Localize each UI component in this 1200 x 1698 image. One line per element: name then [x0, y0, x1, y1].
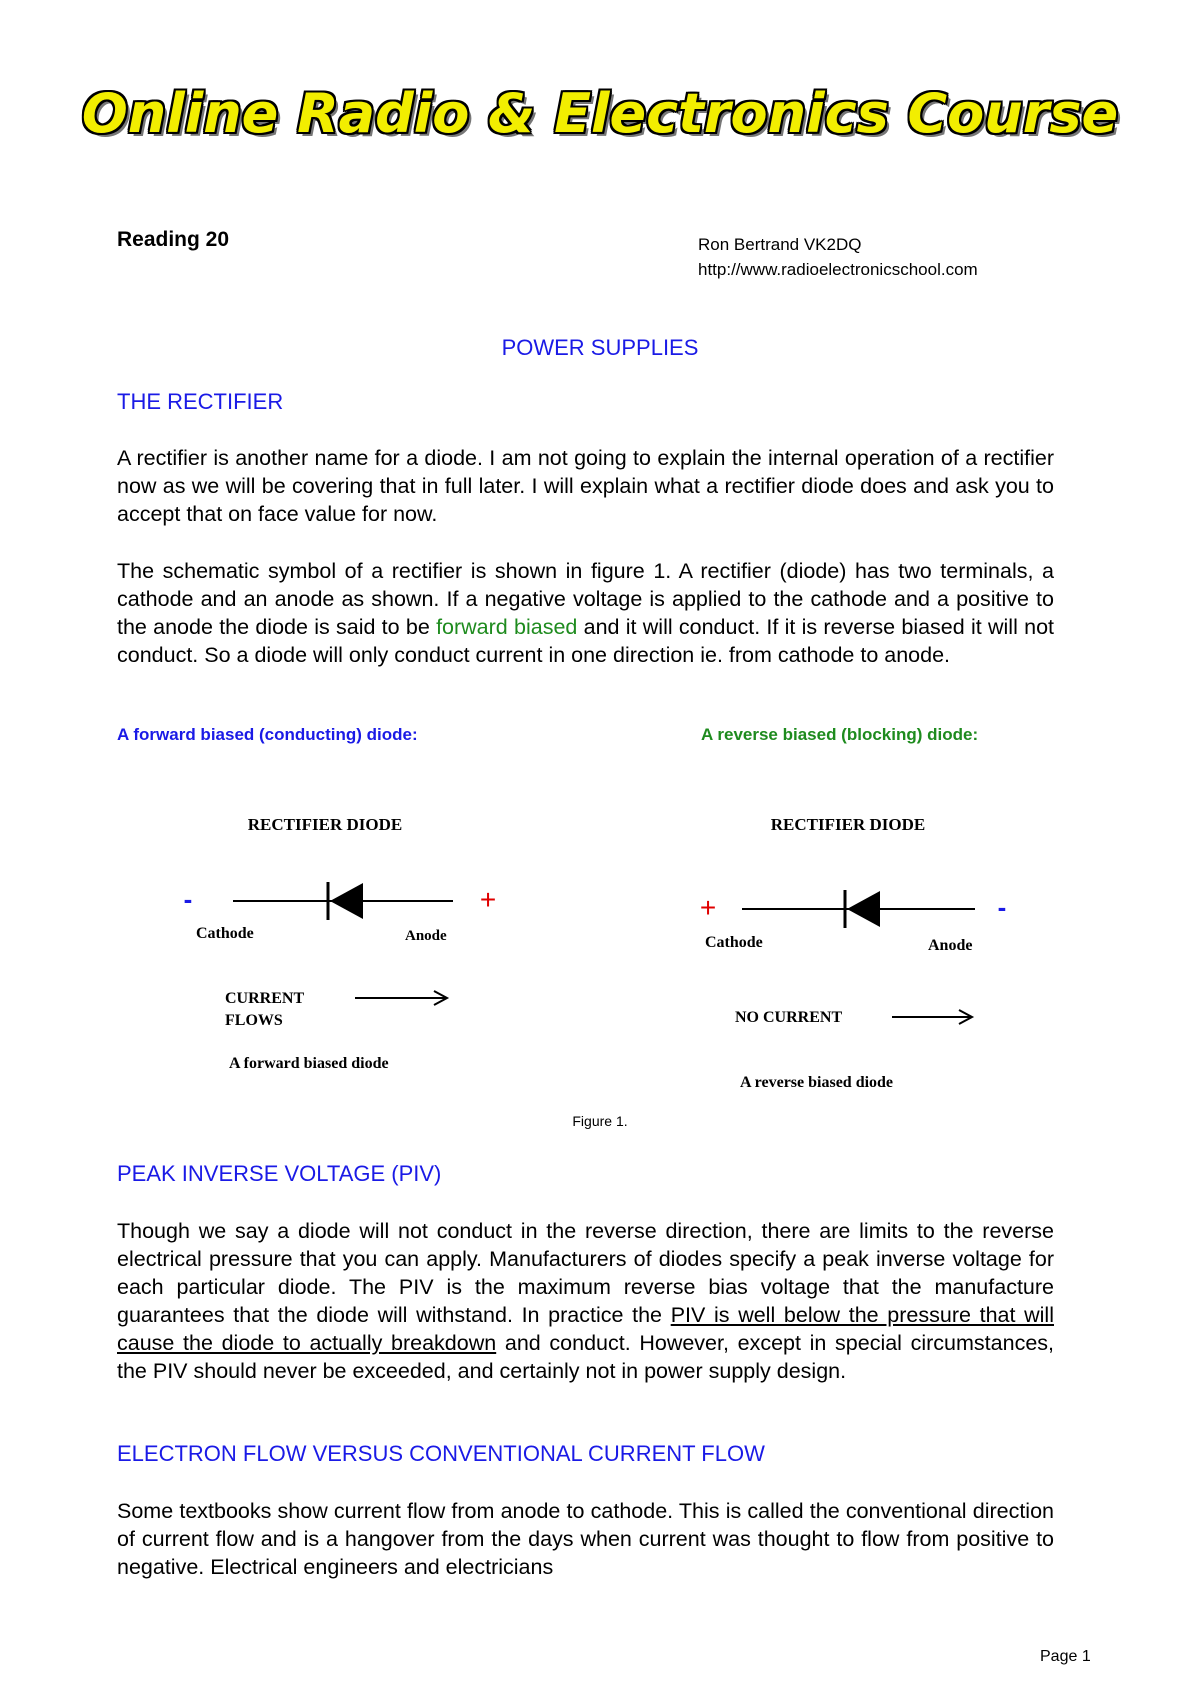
page-title: POWER SUPPLIES — [501, 335, 699, 360]
reverse-diode-diagram — [680, 800, 1020, 1105]
forward-title: RECTIFIER DIODE — [247, 815, 403, 834]
reverse-negative-sign: - — [997, 892, 1007, 922]
paragraph-text: Though we say a diode will not conduct in the reverse direction, there are limits to the reverse electrical pressure that you can apply. Manufacturers of diodes specify a peak inverse voltage for each particular diode. The PIV is the maximum reverse bias voltage that the manufacture guarantees that the diode will withstand. In practice the — [117, 1219, 1054, 1327]
forward-negative-sign: - — [183, 884, 193, 914]
reverse-anode-label: Anode — [928, 937, 973, 954]
reverse-diode-triangle — [847, 891, 880, 927]
reverse-flow-label: NO CURRENT — [735, 1009, 843, 1026]
paragraph-text: The schematic symbol of a rectifier is shown in figure 1. A rectifier (diode) has two terminals, a cathode and an anode as shown. If a negative voltage is applied to the cathode and a positive to the anode the diode is said to be — [117, 559, 1054, 639]
paragraph-flow: Some textbooks show current flow from anode to cathode. This is called the conventional direction of current flow and is a hangover from the days when current was thought to flow from positive to negative. Electrical engineers and electricians — [117, 1499, 1054, 1579]
paragraph-text: and conduct. However, except in special circumstances, the PIV should never be exceeded, and certainly not in power supply design. — [117, 1331, 1054, 1383]
section-heading-piv: PEAK INVERSE VOLTAGE (PIV) — [117, 1161, 442, 1186]
author-block — [698, 232, 978, 282]
forward-anode-label: Anode — [405, 928, 447, 944]
course-banner-logo: Online Radio & Electronics Course — [81, 82, 1119, 145]
caption-forward-biased: A forward biased (conducting) diode: — [117, 725, 418, 744]
forward-cathode-label: Cathode — [196, 925, 254, 942]
figure-forward-biased — [163, 800, 513, 1090]
forward-diode-triangle — [330, 883, 363, 919]
reading-number: Reading 20 — [117, 228, 230, 251]
page-number: Page 1 — [1040, 1648, 1091, 1665]
forward-flow-line2: FLOWS — [225, 1012, 283, 1029]
author-url[interactable]: http://www.radioelectronicschool.com — [698, 260, 978, 279]
reverse-cathode-label: Cathode — [705, 934, 763, 951]
forward-diode-diagram — [163, 800, 513, 1090]
author-name: Ron Bertrand VK2DQ — [698, 235, 862, 254]
figure-label: Figure 1. — [572, 1113, 628, 1129]
reverse-caption: A reverse biased diode — [740, 1074, 894, 1091]
section-heading-rectifier: THE RECTIFIER — [117, 389, 284, 414]
forward-caption: A forward biased diode — [229, 1055, 389, 1072]
forward-positive-sign: + — [479, 884, 497, 915]
caption-reverse-biased: A reverse biased (blocking) diode: — [701, 725, 979, 744]
figure-reverse-biased — [680, 800, 1020, 1105]
paragraph-rectifier-intro: A rectifier is another name for a diode. I am not going to explain the internal operation of a rectifier now as we will be covering that in full later. I will explain what a rectifier diode does and ask you to accept that on face value for now. — [117, 446, 1054, 526]
reverse-positive-sign: + — [699, 892, 717, 923]
highlight-forward-biased: forward biased — [436, 615, 578, 639]
underlined-piv-statement: PIV is well below the pressure that will cause the diode to actually breakdown — [117, 1303, 1054, 1355]
reverse-title: RECTIFIER DIODE — [770, 815, 926, 834]
paragraph-rectifier-symbol — [117, 557, 1054, 669]
forward-flow-line1: CURRENT — [225, 990, 305, 1007]
section-heading-flow: ELECTRON FLOW VERSUS CONVENTIONAL CURRENT FLOW — [117, 1441, 765, 1466]
paragraph-piv — [117, 1217, 1054, 1385]
paragraph-text: and it will conduct. If it is reverse biased it will not conduct. So a diode will only conduct current in one direction ie. from cathode to anode. — [117, 615, 1054, 667]
